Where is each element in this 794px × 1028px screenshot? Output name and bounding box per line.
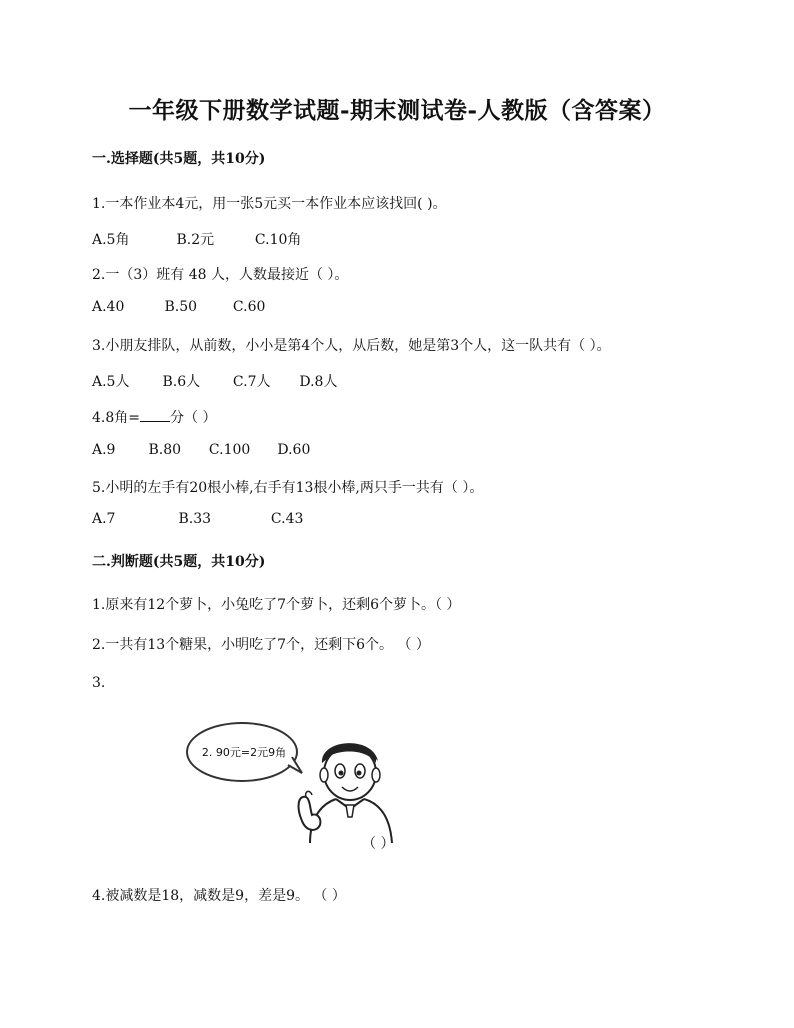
option-c: C.10角 [254, 232, 302, 248]
question-4-prefix: 4.8角= [92, 410, 140, 426]
option-d: D.60 [277, 442, 311, 458]
options-row-4 [92, 442, 310, 458]
option-a: A.5人 [92, 374, 130, 390]
options-row-5 [92, 511, 303, 527]
answer-blank [140, 409, 170, 422]
question-3: 3.小朋友排队，从前数，小小是第4个人，从后数，她是第3个人，这一队共有（ ）。 [92, 338, 611, 354]
question-2: 2.一（3）班有 48 人，人数最接近（ ）。 [92, 267, 349, 283]
option-c: C.43 [270, 511, 304, 527]
judgement-item-1: 1.原来有12个萝卜，小兔吃了7个萝卜，还剩6个萝卜。（ ） [92, 597, 461, 613]
speech-bubble-text: 2. 90元=2元9角 [201, 746, 287, 759]
question-5: 5.小明的左手有20根小棒,右手有13根小棒,两只手一共有（ ）。 [92, 480, 484, 496]
judgement-item-2: 2.一共有13个糖果，小明吃了7个，还剩下6个。 （ ） [92, 637, 430, 653]
options-row-3 [92, 371, 337, 391]
option-b: B.50 [164, 299, 198, 315]
option-d: D.8人 [299, 374, 338, 390]
option-a: A.9 [92, 442, 116, 458]
boy-illustration [280, 735, 400, 843]
option-a: A.40 [92, 299, 125, 315]
question-4 [92, 407, 216, 427]
question-1: 1.一本作业本4元，用一张5元买一本作业本应该找回( )。 [92, 196, 447, 212]
option-b: B.80 [148, 442, 182, 458]
option-b: B.2元 [176, 232, 215, 248]
section-heading-judgement: 二.判断题(共5题，共10分) [92, 554, 266, 570]
judgement-item-3-answer: （ ） [362, 836, 395, 852]
judgement-item-4: 4.被减数是18，减数是9，差是9。 （ ） [92, 888, 346, 904]
question-4-suffix: 分（ ） [170, 410, 217, 426]
option-c: C.7人 [232, 374, 271, 390]
option-b: B.6人 [162, 374, 201, 390]
section-heading-choice: 一.选择题(共5题，共10分) [92, 151, 266, 167]
judgement-item-3: 3. [92, 675, 106, 691]
option-a: A.5角 [92, 232, 130, 248]
options-row-2 [92, 299, 265, 315]
page-title: 一年级下册数学试题-期末测试卷-人教版（含答案） [128, 97, 666, 124]
option-b: B.33 [178, 511, 212, 527]
option-a: A.7 [92, 511, 116, 527]
option-c: C.100 [208, 442, 251, 458]
option-c: C.60 [232, 299, 266, 315]
options-row-1 [92, 229, 301, 249]
